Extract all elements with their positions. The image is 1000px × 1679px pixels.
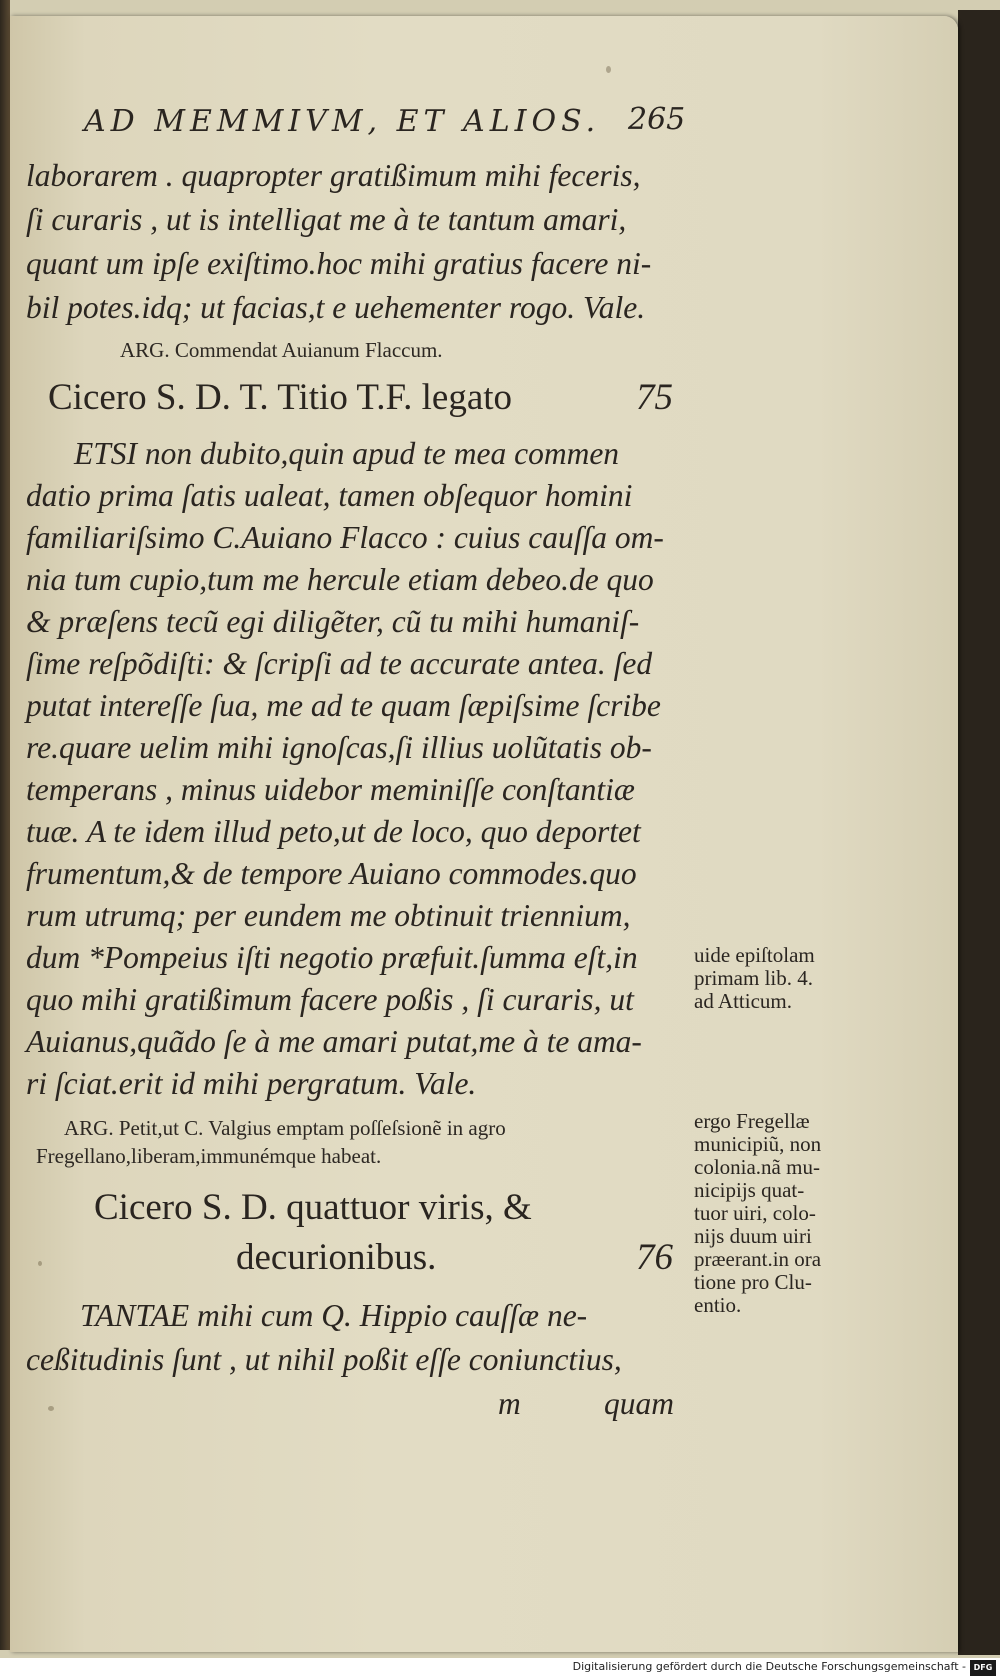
running-head: AD MEMMIVM, ET ALIOS. [84, 104, 601, 139]
text-line: rum utrumq; per eundem me obtinuit triennium, [26, 898, 631, 933]
margin-note-line: tuor uiri, colo- [694, 1201, 816, 1225]
text-line: quo mihi gratißimum facere poßis , ſi curaris, ut [26, 982, 634, 1017]
ink-spot [38, 1261, 42, 1266]
text-line: TANTAE mihi cum Q. Hippio cauſſæ ne- [80, 1298, 588, 1333]
text-line: familiariſsimo C.Auiano Flacco : cuius cauſſa om- [26, 520, 664, 555]
argument-summary: Fregellano,liberam,immunémque habeat. [36, 1144, 382, 1168]
margin-note-line: ergo Fregellæ [694, 1109, 810, 1133]
margin-note [694, 944, 894, 1013]
argument-summary: ARG. Petit,ut C. Valgius emptam poſſeſsionẽ in agro [64, 1116, 506, 1140]
page-shadow [958, 10, 1000, 1655]
text-line: & præſens tecũ egi diligẽter, cũ tu mihi humaniſ- [26, 604, 640, 639]
margin-note-line: nijs duum uiri [694, 1224, 812, 1248]
text-line: ri ſciat.erit id mihi pergratum. Vale. [26, 1066, 477, 1101]
margin-note-line: primam lib. 4. [694, 966, 813, 990]
signature-mark: m [498, 1386, 521, 1421]
text-line: ſime reſpõdiſti: & ſcripſi ad te accurate antea. ſed [26, 646, 653, 681]
margin-note-line: municipiũ, non [694, 1132, 822, 1156]
digitization-footer [0, 1658, 1000, 1679]
margin-note-line: nicipijs quat- [694, 1178, 805, 1202]
text-line: ETSI non dubito,quin apud te mea commen [74, 436, 620, 471]
text-line: ſi curaris , ut is intelligat me à te tantum amari, [26, 202, 627, 237]
funding-credit: Digitalisierung gefördert durch die Deutsche Forschungsgemeinschaft - [572, 1660, 966, 1673]
text-line: temperans , minus uidebor meminiſſe conſtantiæ [26, 772, 635, 807]
margin-note-line: entio. [694, 1293, 742, 1317]
text-line: frumentum,& de tempore Auiano commodes.quo [26, 856, 637, 891]
dfg-logo: DFG [970, 1660, 996, 1676]
margin-note-line: uide epiſtolam [694, 943, 815, 967]
text-line: tuæ. A te idem illud peto,ut de loco, quo deportet [26, 814, 641, 849]
ink-spot [48, 1406, 54, 1411]
margin-note-line: præerant.in ora [694, 1247, 822, 1271]
page-number: 265 [628, 102, 686, 137]
ink-spot [606, 66, 611, 73]
text-line: laborarem . quapropter gratißimum mihi feceris, [26, 158, 641, 193]
text-line: Auianus,quãdo ſe à me amari putat,me à te ama- [26, 1024, 642, 1059]
book-spine-edge [0, 0, 10, 1650]
argument-summary: ARG. Commendat Auianum Flaccum. [120, 338, 443, 362]
letter-heading: decurionibus. [236, 1237, 437, 1278]
text-line: putat intereſſe ſua, me ad te quam ſæpiſsime ſcribe [26, 688, 661, 723]
margin-note-line: tione pro Clu- [694, 1270, 812, 1294]
margin-note-line: colonia.nã mu- [694, 1155, 820, 1179]
letter-heading: Cicero S. D. T. Titio T.F. legato [48, 377, 513, 418]
text-line: dum *Pompeius iſti negotio præfuit.ſumma eſt,in [26, 940, 638, 975]
letter-number: 75 [636, 377, 673, 418]
letter-number: 76 [636, 1237, 673, 1278]
text-line: nia tum cupio,tum me hercule etiam debeo.de quo [26, 562, 654, 597]
margin-note-line: ad Atticum. [694, 989, 792, 1013]
text-line: bil potes.idq; ut facias,t e uehementer rogo. Vale. [26, 290, 646, 325]
catchword: quam [604, 1386, 674, 1421]
text-line: quant um ipſe exiſtimo.hoc mihi gratius facere ni- [26, 246, 652, 281]
text-line: datio prima ſatis ualeat, tamen obſequor homini [26, 478, 633, 513]
letter-heading: Cicero S. D. quattuor viris, & [94, 1187, 532, 1228]
margin-note [694, 1110, 894, 1317]
text-line: ceßitudinis ſunt , ut nihil poßit eſſe coniunctius, [26, 1342, 622, 1377]
text-line: re.quare uelim mihi ignoſcas,ſi illius uolũtatis ob- [26, 730, 652, 765]
